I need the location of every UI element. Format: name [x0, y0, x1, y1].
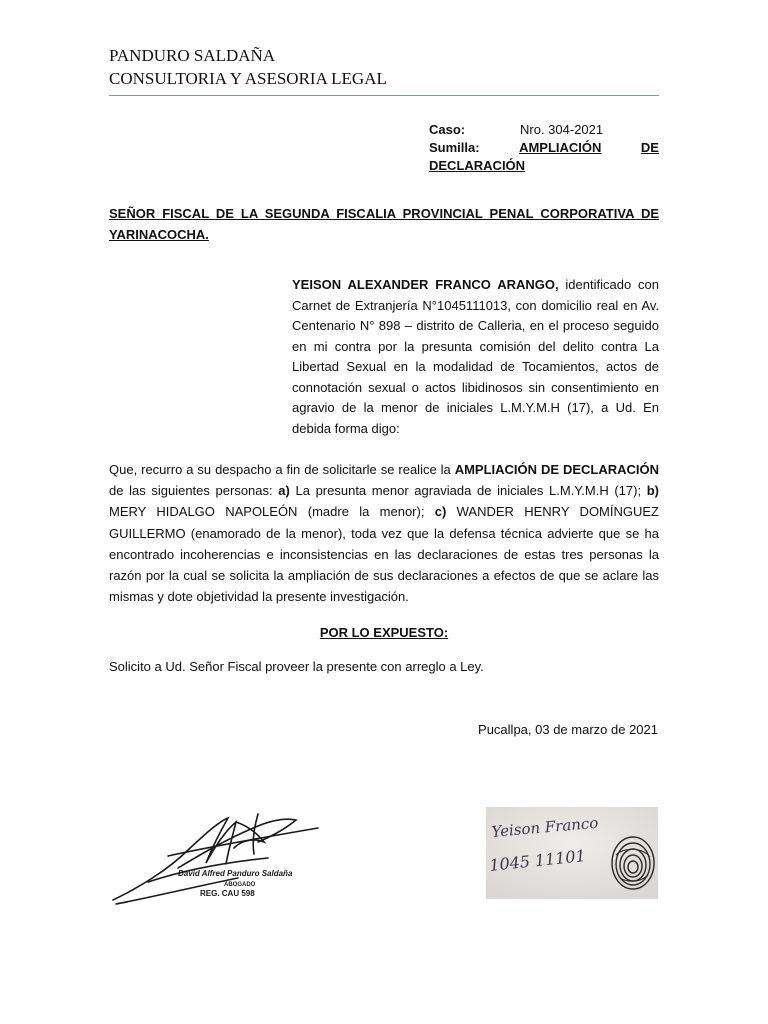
letterhead — [109, 44, 387, 90]
handwritten-id-photo — [486, 807, 658, 899]
signature-reg: REG. CAU 598 — [200, 889, 255, 898]
request-paragraph — [109, 459, 659, 607]
signature-title: ABOGADO — [224, 882, 256, 888]
letterhead-name: PANDURO SALDAÑA — [109, 46, 276, 65]
sumilla-label: Sumilla: — [429, 140, 480, 155]
request-text-5: WANDER HENRY DOMÍNGUEZ GUILLERMO (enamorado de la menor), toda vez que la defensa técnica advierte que se ha encontrado incoherencias e inconsistencias en las declaraciones de estas tres personas la razón por la cual se solicita la ampliación de sus declaraciones a efectos de que se aclare las mismas y dote objetividad la presente investigación. — [109, 504, 659, 605]
request-text-2: de las siguientes personas: — [109, 483, 279, 499]
item-c-marker: c) — [434, 504, 447, 520]
caso-label: Caso: — [429, 122, 466, 137]
handwritten-number: 1045 11101 — [488, 845, 587, 875]
defendant-name: YEISON ALEXANDER FRANCO ARANGO, — [292, 277, 559, 292]
sumilla-word1: AMPLIACIÓN — [519, 140, 602, 155]
intro-text: identificado con Carnet de Extranjería N°1045111013, con domicilio real en Av. Centenario N° 898 – distrito de Calleria, en el proceso seguido en mi contra por la presunta comisión del delito contra La Libertad Sexual en la modalidad de Tocamientos, actos de connotación sexual o actos libidinosos sin consentimiento en agravio de la menor de iniciales L.M.Y.M.H (17), a Ud. — [292, 277, 659, 415]
request-text-1: Que, recurro a su despacho a fin de solicitarle se realice la — [109, 462, 455, 477]
por-lo-expuesto-heading: POR LO EXPUESTO: — [319, 625, 449, 640]
place-date: Pucallpa, 03 de marzo de 2021 — [478, 722, 658, 737]
letterhead-divider — [109, 95, 659, 96]
sumilla-line2: DECLARACIÓN — [429, 158, 526, 173]
letterhead-subtitle: CONSULTORIA Y ASESORIA LEGAL — [109, 69, 387, 88]
item-a-marker: a) — [278, 483, 290, 499]
request-bold-title: AMPLIACIÓN DE DECLARACIÓN — [454, 462, 659, 477]
caso-value: Nro. 304-2021 — [520, 122, 604, 137]
intro-closing: En debida forma digo: — [292, 400, 659, 436]
intro-paragraph — [292, 275, 659, 439]
request-text-4: MERY HIDALGO NAPOLEÓN (madre la menor); — [109, 504, 435, 520]
addressee: SEÑOR FISCAL DE LA SEGUNDA FISCALIA PROVINCIAL PENAL CORPORATIVA DE YARINACOCHA. — [109, 206, 659, 242]
solicito-line: Solicito a Ud. Señor Fiscal proveer la presente con arreglo a Ley. — [109, 659, 484, 674]
lawyer-signature-stamp — [108, 808, 323, 908]
case-meta — [429, 121, 659, 175]
handwritten-name: Yeison Franco — [490, 813, 599, 841]
item-b-marker: b) — [646, 483, 660, 499]
thumbprint-signature-image — [486, 807, 658, 899]
sumilla-word2: DE — [640, 140, 659, 155]
request-text-3: La presunta menor agraviada de iniciales L.M.Y.M.H (17); — [289, 483, 647, 499]
signature-name: David Alfred Panduro Saldaña — [178, 869, 293, 878]
